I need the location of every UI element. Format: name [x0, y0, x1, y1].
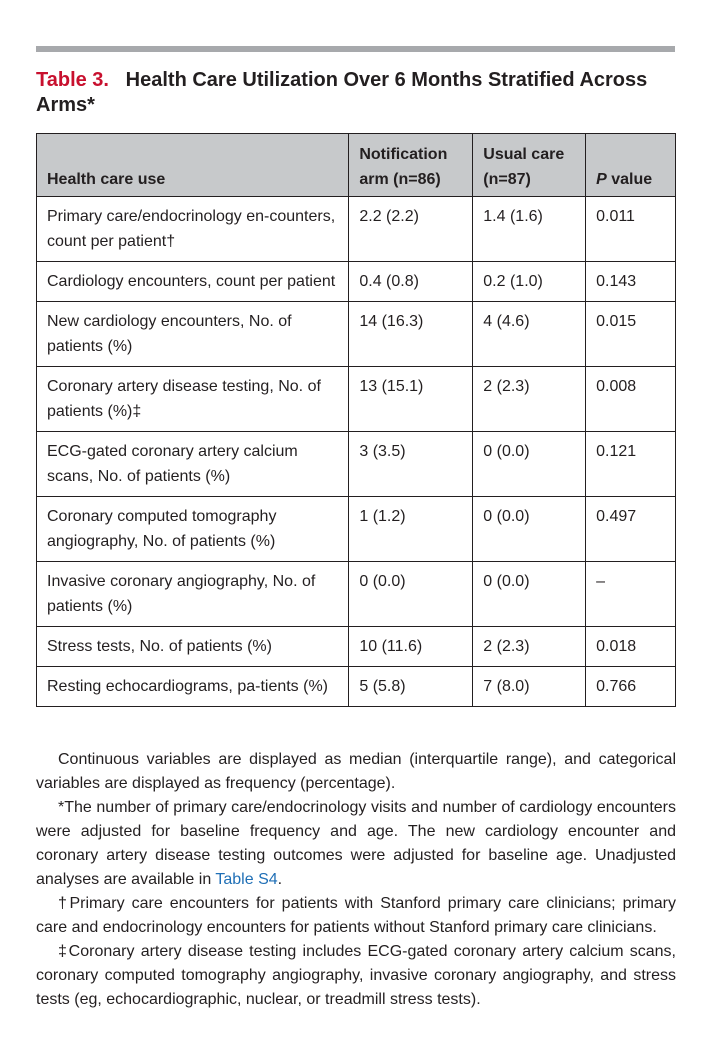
cell-notification: 2.2 (2.2): [349, 197, 473, 262]
cell-notification: 1 (1.2): [349, 497, 473, 562]
row-label: Resting echocardiograms, pa-tients (%): [37, 667, 349, 707]
utilization-table: [36, 133, 676, 707]
header-row: [37, 134, 676, 197]
table-row: [37, 302, 676, 367]
cell-notification: 5 (5.8): [349, 667, 473, 707]
p-letter: P: [596, 171, 607, 188]
table-caption: [36, 68, 676, 118]
table-row: [37, 667, 676, 707]
cell-notification: 13 (15.1): [349, 367, 473, 432]
row-label: ECG-gated coronary artery calcium scans, No. of patients (%): [37, 432, 349, 497]
top-rule: [36, 46, 675, 52]
header-notification-arm: Notification arm (n=86): [349, 134, 473, 197]
table-row: [37, 197, 676, 262]
cell-usual: 4 (4.6): [473, 302, 586, 367]
cell-p: –: [586, 562, 676, 627]
table-footnotes: [36, 748, 676, 1012]
cell-usual: 0 (0.0): [473, 432, 586, 497]
row-label: Cardiology encounters, count per patient: [37, 262, 349, 302]
footnote-double-dagger: ‡Coronary artery disease testing includes ECG-gated coronary artery calcium scans, coronary computed tomography angiography, invasive coronary angiography, and stress tests (eg, echocardiographic, nuclear, or treadmill stress tests).: [36, 943, 676, 1008]
header-usual-care: Usual care (n=87): [473, 134, 586, 197]
row-label: Invasive coronary angiography, No. of patients (%): [37, 562, 349, 627]
footnote-asterisk-end: .: [277, 871, 283, 888]
cell-usual: 0 (0.0): [473, 497, 586, 562]
cell-p: 0.018: [586, 627, 676, 667]
table-title: Health Care Utilization Over 6 Months Stratified Across Arms*: [36, 69, 648, 116]
footnote-dagger: †Primary care encounters for patients with Stanford primary care clinicians; primary care and endocrinology encounters for patients without Stanford primary care clinicians.: [36, 895, 676, 936]
p-value-word: value: [606, 171, 653, 188]
table-row: [37, 497, 676, 562]
footnote-asterisk-text: *The number of primary care/endocrinology visits and number of cardiology encounters were adjusted for baseline frequency and age. The new cardiology encounter and coronary artery disease testing outcomes were adjusted for baseline age. Unadjusted analyses are available in: [36, 799, 676, 888]
cell-usual: 0.2 (1.0): [473, 262, 586, 302]
cell-usual: 7 (8.0): [473, 667, 586, 707]
cell-usual: 0 (0.0): [473, 562, 586, 627]
header-health-care-use: Health care use: [37, 134, 349, 197]
cell-p: 0.121: [586, 432, 676, 497]
row-label: Coronary computed tomography angiography, No. of patients (%): [37, 497, 349, 562]
cell-notification: 3 (3.5): [349, 432, 473, 497]
cell-p: 0.497: [586, 497, 676, 562]
cell-p: 0.011: [586, 197, 676, 262]
cell-p: 0.143: [586, 262, 676, 302]
table-row: [37, 367, 676, 432]
row-label: New cardiology encounters, No. of patients (%): [37, 302, 349, 367]
cell-notification: 14 (16.3): [349, 302, 473, 367]
cell-usual: 2 (2.3): [473, 367, 586, 432]
table-s4-link[interactable]: Table S4: [215, 871, 278, 888]
cell-p: 0.766: [586, 667, 676, 707]
table-row: [37, 262, 676, 302]
cell-usual: 2 (2.3): [473, 627, 586, 667]
row-label: Coronary artery disease testing, No. of patients (%)‡: [37, 367, 349, 432]
cell-notification: 10 (11.6): [349, 627, 473, 667]
table-number: Table 3.: [36, 69, 109, 91]
cell-notification: 0.4 (0.8): [349, 262, 473, 302]
cell-p: 0.015: [586, 302, 676, 367]
row-label: Primary care/endocrinology en-counters, count per patient†: [37, 197, 349, 262]
cell-notification: 0 (0.0): [349, 562, 473, 627]
table-row: [37, 432, 676, 497]
cell-usual: 1.4 (1.6): [473, 197, 586, 262]
table-row: [37, 627, 676, 667]
row-label: Stress tests, No. of patients (%): [37, 627, 349, 667]
cell-p: 0.008: [586, 367, 676, 432]
footnote-continuous: Continuous variables are displayed as median (interquartile range), and categorical variables are displayed as frequency (percentage).: [36, 751, 676, 792]
table-row: [37, 562, 676, 627]
footnote-asterisk: [36, 796, 676, 892]
header-p-value: [586, 134, 676, 197]
